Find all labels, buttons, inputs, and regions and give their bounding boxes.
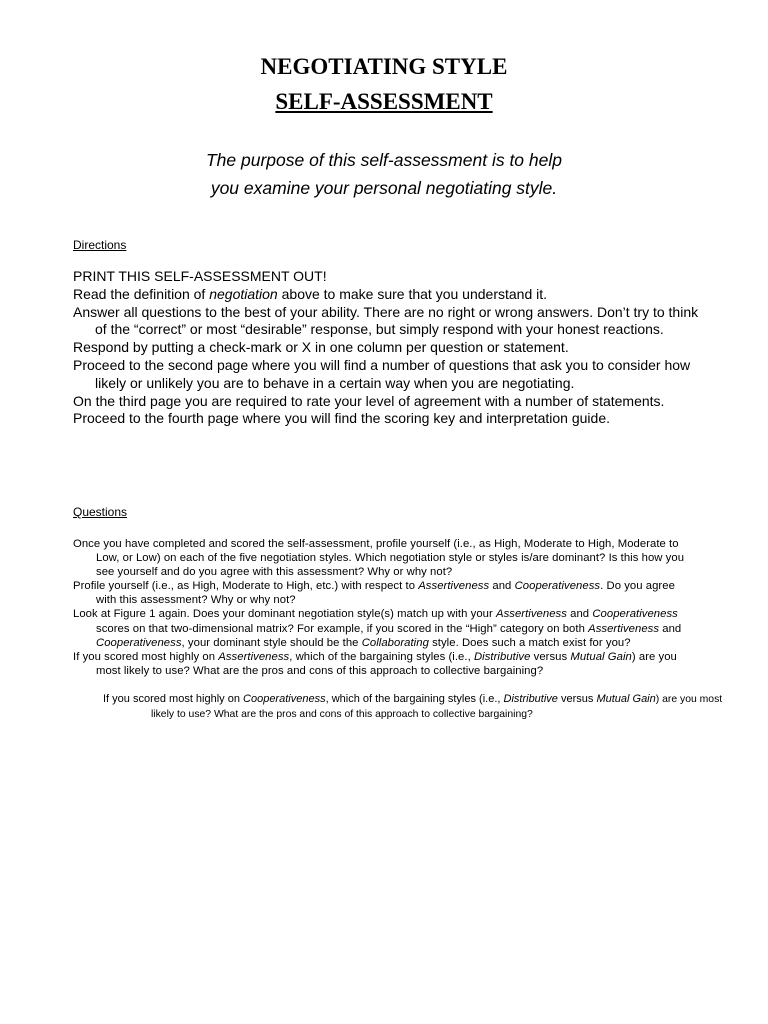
directions-item: On the third page you are required to rate your level of agreement with a number of statements. — [73, 392, 665, 409]
directions-item: PRINT THIS SELF-ASSESSMENT OUT! — [73, 268, 327, 284]
directions-item: Proceed to the fourth page where you will find the scoring key and interpretation guide. — [73, 410, 610, 427]
purpose-line-1: The purpose of this self-assessment is to help — [205, 150, 562, 170]
questions-list — [73, 537, 693, 678]
question-item: Once you have completed and scored the self-assessment, profile yourself (i.e., as High, Moderate to High, Moderate to Low, or Low) on each of the five negotiation styles. Which negotiation style or styles is/are dominant? Is this how you see yourself and do you agree with this assessment? Why or why not? — [73, 538, 685, 579]
purpose-line-2: you examine your personal negotiating style. — [210, 178, 558, 198]
question-item-last: If you scored most highly on Cooperativeness, which of the bargaining styles (i.e., Distributive versus Mutual Gain) are you most likely to use? What are the pros and cons of this approach to collective bargaining? — [103, 693, 723, 720]
question-item: Look at Figure 1 again. Does your dominant negotiation style(s) match up with your Assertiveness and Cooperativeness scores on that two-dimensional matrix? For example, if you scored in the “High” category on both Assertiveness and Cooperativeness, your dominant style should be the Collaborating style. Does such a match exist for you? — [73, 608, 682, 649]
directions-item: Proceed to the second page where you will find a number of questions that ask you to consider how likely or unlikely you are to behave in a certain way when you are negotiating. — [73, 356, 691, 391]
question-item: Profile yourself (i.e., as High, Moderate to High, etc.) with respect to Assertiveness and Cooperativeness. Do you agree with this assessment? Why or why not? — [73, 580, 675, 607]
directions-item: Answer all questions to the best of your ability. There are no right or wrong answers. Don’t try to think of the “correct” or most “desirable” response, but simply respond with your honest reactions. — [73, 303, 699, 338]
directions-item: Respond by putting a check-mark or X in one column per question or statement. — [73, 339, 569, 356]
document-subtitle: SELF-ASSESSMENT — [275, 89, 493, 114]
directions-list — [73, 268, 703, 428]
questions-heading: Questions — [73, 505, 128, 519]
question-item: If you scored most highly on Assertiveness, which of the bargaining styles (i.e., Distributive versus Mutual Gain) are you most likely to use? What are the pros and cons of this approach to collective bargaining? — [73, 650, 677, 677]
document-title: NEGOTIATING STYLE — [260, 54, 508, 79]
directions-heading: Directions — [73, 238, 127, 252]
directions-item: Read the definition of negotiation above to make sure that you understand it. — [73, 285, 548, 302]
